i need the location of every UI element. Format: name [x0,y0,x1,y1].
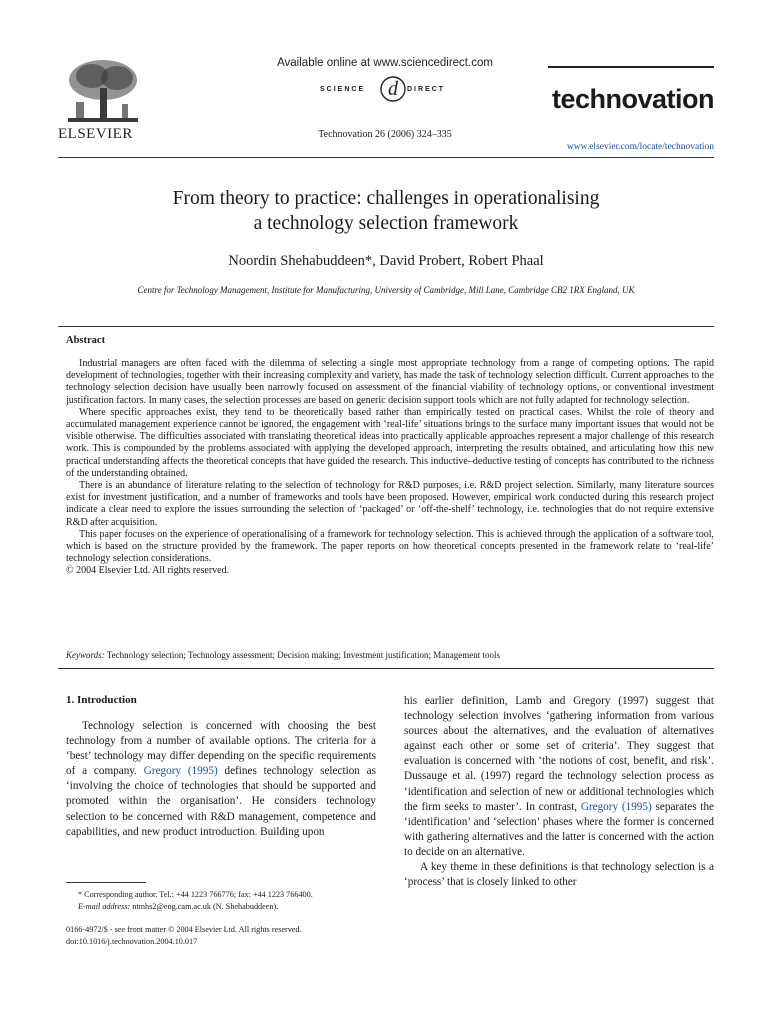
svg-text:d: d [388,78,398,100]
journal-name: technovation [552,84,715,114]
email-note [66,901,376,913]
journal-citation: Technovation 26 (2006) 324–335 [318,129,452,140]
intro-paragraph-continued [404,694,714,860]
abstract-copyright: © 2004 Elsevier Ltd. All rights reserved. [66,565,230,577]
article-authors: Noordin Shehabuddeen*, David Probert, Robert Phaal [228,253,544,269]
intro-text: separates the ‘identification’ and ‘selection’ phases where the former is concerned with gathering alternatives and the latter is concerned with the action to decide on an alternative. [404,800,715,858]
email-address: ntmhs2@eng.cam.ac.uk (N. Shehabuddeen). [132,902,279,911]
footnote-divider [66,882,146,883]
publisher-name: ELSEVIER [58,126,133,142]
right-column [404,694,714,890]
abstract-paragraph: There is an abundance of literature relating to the selection of technology for R&D purposes, i.e. R&D project selection. Similarly, many literature sources exist for investment justification, and a number of frameworks and tools have been proposed. However, empirical work conducted during this research project indicate a clear need to explore the issues surrounding the selection of ‘packaged’ or ‘off-the-shelf’ technology, i.e. technologies that do not require extensive R&D after acquisition. [66,480,714,528]
email-label: E-mail address: [78,902,131,911]
sciencedirect-logo-right: DIRECT [407,86,446,93]
article-title-line-2: a technology selection framework [253,213,519,234]
keywords [66,650,714,660]
abstract-divider [58,326,714,327]
footnote [66,889,376,913]
intro-paragraph [66,719,376,840]
journal-header-bar [548,66,714,68]
keywords-label: Keywords: [66,650,105,660]
sciencedirect-logo-left: SCIENCE [320,86,366,93]
author-affiliation: Centre for Technology Management, Institute for Manufacturing, University of Cambridge, Mill Lane, Cambridge CB2 1RX England, UK [137,285,635,295]
sciencedirect-logo-icon [378,73,408,103]
issn-line: 0166-4972/$ - see front matter © 2004 Elsevier Ltd. All rights reserved. [66,925,302,934]
intro-text: his earlier definition, Lamb and Gregory (1997) suggest that technology selection involves ‘gathering information from various sources about the alternatives, and the evaluation of alternatives against each other or some set of criteria’. They suggest that evaluation is concerned with ‘the notions of cost, benefit, and risk’. Dussauge et al. (1997) regard the technology selection process as ‘identification and selection of new or additional technologies which the firm seeks to master’. In contrast, [404,695,714,813]
abstract-body [66,358,714,578]
intro-text: defines technology selection as ‘involving the choice of technologies that should be supported and promoted within the organisation’. He considers technology selection to be concerned with R&D management, competence and capabilities, and new product introduction. Building upon [66,765,377,838]
citation-link[interactable]: Gregory (1995) [143,765,218,778]
abstract-paragraph: Industrial managers are often faced with the dilemma of selecting a single most appropriate technology from a range of competing options. The rapid development of technologies, together with their increasing complexity and variety, has made the task of technology selection difficult. Current approaches to the technology selection decision have usually been narrowly focused on assessment of the financial viability of technology options, or conventional investment justification factors. In many cases, the selection processes are based on generic decision support tools which are not fully adapted for technology selection. [66,358,714,406]
left-column [66,694,376,840]
article-title-line-1: From theory to practice: challenges in operationalising [172,188,600,209]
header-divider [58,157,714,158]
abstract-paragraph: This paper focuses on the experience of operationalising of a framework for technology selection. This is achieved through the application of a software tool, which is based on the structure provided by the framework. The paper reports on how theoretical concepts presented in the framework relate to ‘real-life’ technology selection considerations. [66,528,714,565]
section-heading-introduction: 1. Introduction [66,694,137,706]
keywords-divider [58,668,714,669]
intro-paragraph: A key theme in these definitions is that technology selection is a ‘process’ that is closely linked to other [404,861,714,889]
journal-url-link[interactable]: www.elsevier.com/locate/technovation [566,142,714,152]
doi-line: doi:10.1016/j.technovation.2004.10.017 [66,937,198,946]
article-title [58,186,714,236]
abstract-heading: Abstract [66,335,106,346]
front-matter [66,924,376,948]
abstract-paragraph: Where specific approaches exist, they tend to be theoretically based rather than empirically tested on practical cases. Whilst the role of theory and accumulated management experience cannot be ignored, the engagement with ‘real-life’ situations brings to the surface many important issues that would not be visible otherwise. The difficulties associated with translating theoretical ideas into practically applicable approaches represent a major challenge of this research work. This is compounded by the problems associated with applying the developed approach, interpreting the results obtained, and articulating how this new practical understanding affects the theoretical concepts that have guided the research. This inductive–deductive testing of concepts has contributed to the richness of the understanding obtained. [66,406,714,479]
keywords-text: Technology selection; Technology assessment; Decision making; Investment justification; Management tools [106,650,501,660]
intro-text: Technology selection is concerned with choosing the best technology from a number of available options. The criteria for a ‘best’ technology may differ depending on the specific requirements of a company. [66,720,376,778]
available-online-text[interactable]: Available online at www.sciencedirect.com [277,57,493,69]
corresponding-author-note: * Corresponding author. Tel.: +44 1223 766776; fax: +44 1223 766400. [78,890,313,899]
citation-link[interactable]: Gregory (1995) [580,800,652,813]
